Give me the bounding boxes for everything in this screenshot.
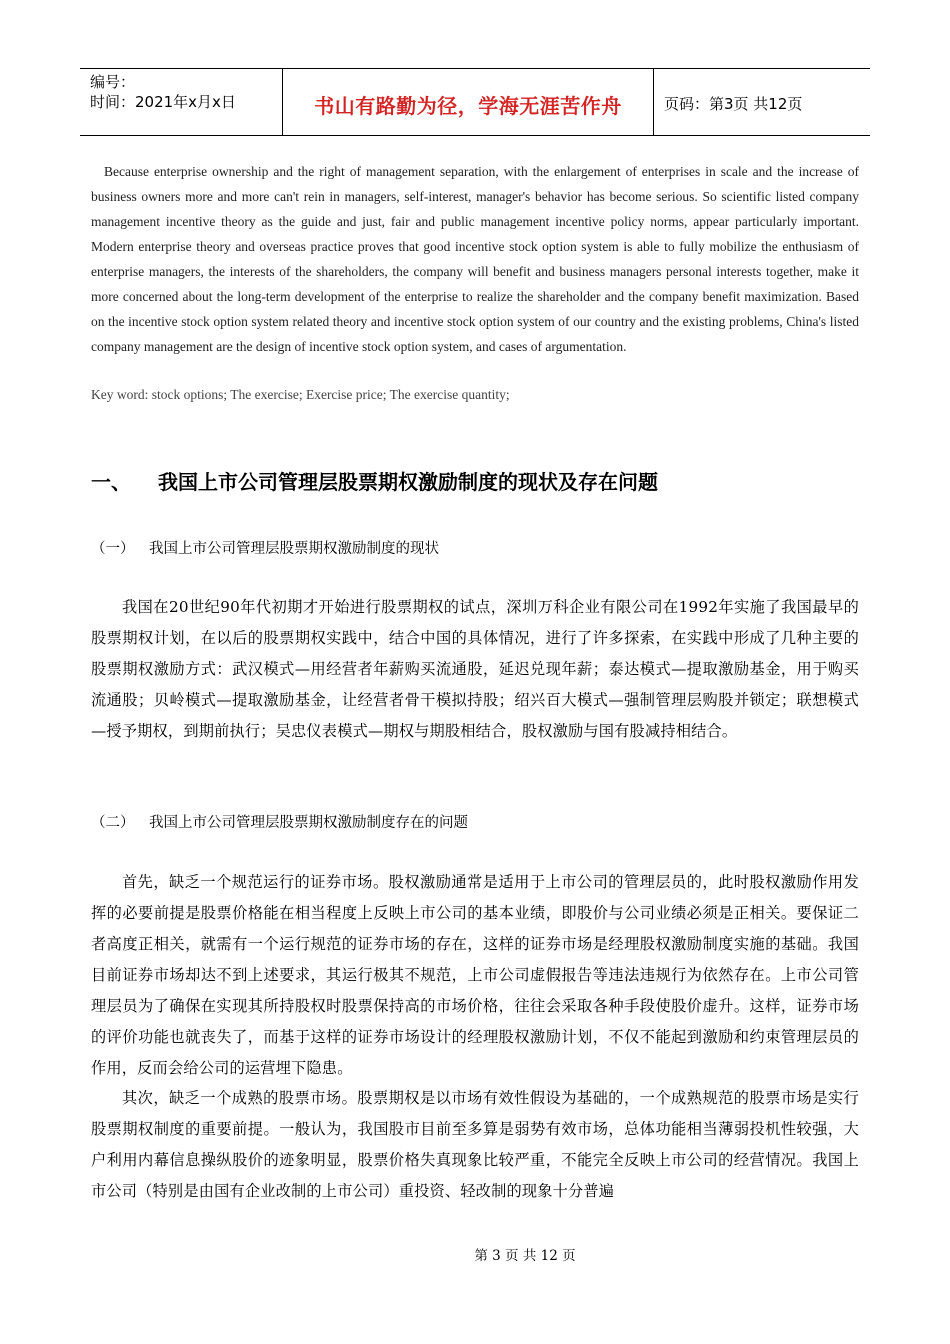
body-paragraph-3: 其次，缺乏一个成熟的股票市场。股票期权是以市场有效性假设为基础的，一个成熟规范的股票市场是实行股票期权制度的重要前提。一般认为，我国股市目前至多算是弱势有效市场，总体功能相当薄弱投机性较强，大户利用内幕信息操纵股价的迹象明显，股票价格失真现象比较严重，不能完全反映上市公司的经营情况。我国上市公司（特别是由国有企业改制的上市公司）重投资、轻改制的现象十分普遍 <box>91 1089 859 1200</box>
document-number-label: 编号： <box>90 73 136 91</box>
document-time-label: 时间：2021年x月x日 <box>90 93 236 111</box>
subsection-number: （一） <box>91 541 135 557</box>
page-header <box>80 68 870 136</box>
page-footer: 第 3 页 共 12 页 <box>474 1248 576 1264</box>
section-number: 一、 <box>91 470 131 494</box>
section-heading <box>91 467 859 497</box>
subsection-heading-1 <box>91 538 859 560</box>
subsection-title-text: 我国上市公司管理层股票期权激励制度存在的问题 <box>149 815 468 831</box>
abstract-paragraph: Because enterprise ownership and the right of management separation, with the enlargement of enterprises in scale and the increase of business owners more and more can't rein in managers, self-interest, manager's behavior has become serious. So scientific listed company management incentive theory as the guide and just, fair and public management incentive policy norms, appear particularly important. Modern enterprise theory and overseas practice proves that good incentive stock option system is able to fully mobilize the enthusiasm of enterprise managers, the interests of the shareholders, the company will benefit and business managers personal interests together, make it more concerned about the long-term development of the enterprise to realize the shareholder and the company benefit maximization. Based on the incentive stock option system related theory and incentive stock option system of our country and the existing problems, China's listed company management are the design of incentive stock option system, and cases of argumentation. <box>91 164 859 354</box>
section-title-text: 我国上市公司管理层股票期权激励制度的现状及存在问题 <box>158 470 658 494</box>
header-motto: 书山有路勤为径，学海无涯苦作舟 <box>282 69 654 135</box>
subsection-title-text: 我国上市公司管理层股票期权激励制度的现状 <box>149 541 439 557</box>
header-page-label: 页码：第3页 共12页 <box>664 94 803 113</box>
header-meta-cell <box>80 69 282 135</box>
subsection-number: （二） <box>91 815 135 831</box>
body-paragraph-2: 首先，缺乏一个规范运行的证券市场。股权激励通常是适用于上市公司的管理层员的，此时股权激励作用发挥的必要前提是股票价格能在相当程度上反映上市公司的基本业绩，即股价与公司业绩必须是正相关。要保证二者高度正相关，就需有一个运行规范的证券市场的存在，这样的证券市场是经理股权激励制度实施的基础。我国目前证券市场却达不到上述要求，其运行极其不规范，上市公司虚假报告等违法违规行为依然存在。上市公司管理层员为了确保在实现其所持股权时股票保持高的市场价格，往往会采取各种手段使股价虚升。这样，证券市场的评价功能也就丧失了，而基于这样的证券市场设计的经理股权激励计划，不仅不能起到激励和约束管理层员的作用，反而会给公司的运营埋下隐患。 <box>91 873 859 1077</box>
body-paragraph-1: 我国在20世纪90年代初期才开始进行股票期权的试点，深圳万科企业有限公司在1992年实施了我国最早的股票期权计划，在以后的股票期权实践中，结合中国的具体情况，进行了许多探索，在实践中形成了几种主要的股票期权激励方式：武汉模式—用经营者年薪购买流通股，延迟兑现年薪；泰达模式—提取激励基金，用于购买流通股；贝岭模式—提取激励基金，让经营者骨干模拟持股；绍兴百大模式—强制管理层购股并锁定；联想模式—授予期权，到期前执行；吴忠仪表模式—期权与期股相结合，股权激励与国有股减持相结合。 <box>91 598 859 740</box>
subsection-heading-2 <box>91 812 859 834</box>
abstract-keywords: Key word: stock options; The exercise; Exercise price; The exercise quantity; <box>91 387 510 402</box>
